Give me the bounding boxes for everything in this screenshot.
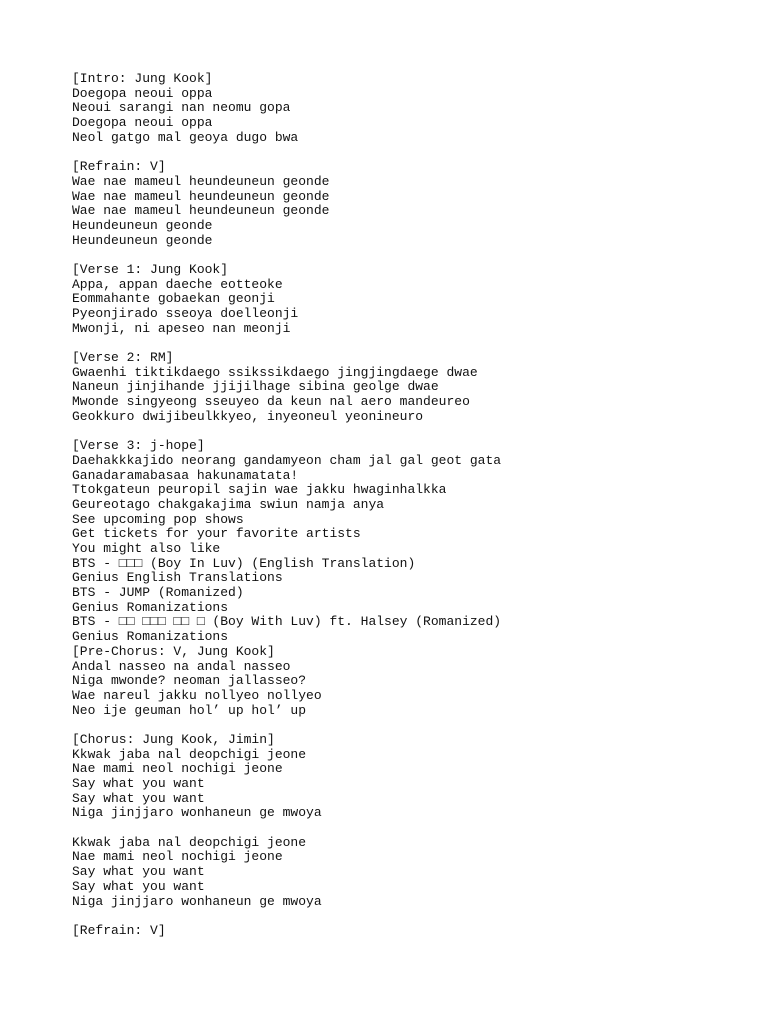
section-heading: [Verse 3: j-hope] [72, 438, 205, 454]
lyric-line: Pyeonjirado sseoya doelleonji [72, 306, 299, 321]
section-heading: [Intro: Jung Kook] [72, 71, 213, 86]
lyric-line: Mwonji, ni apeseo nan meonji [72, 320, 291, 336]
lyrics-section-verse-1 [72, 263, 752, 336]
lyric-line: Wae nae mameul heundeuneun geonde [72, 203, 330, 219]
recommendation-source: Genius Romanizations [72, 629, 229, 645]
lyric-line: Gwaenhi tiktikdaego ssikssikdaego jingjingdaege dwae [72, 364, 478, 380]
lyric-line: Appa, appan daeche eotteoke [72, 276, 283, 292]
section-heading: [Refrain: V] [72, 922, 166, 938]
lyric-line: Geokkuro dwijibeulkkyeo, inyeoneul yeonineuro [72, 408, 424, 424]
lyric-line: Niga mwonde? neoman jallasseo? [72, 673, 307, 689]
lyric-line: Say what you want [72, 790, 205, 806]
lyric-line: Kkwak jaba nal deopchigi jeone [72, 746, 307, 762]
lyric-line: Say what you want [72, 776, 205, 791]
section-heading: [Verse 1: Jung Kook] [72, 261, 229, 277]
lyric-line: Daehakkkajido neorang gandamyeon cham jal gal geot gata [72, 452, 502, 468]
lyric-line: Heundeuneun geonde [72, 217, 213, 233]
lyric-line: Wae nae mameul heundeuneun geonde [72, 188, 330, 204]
lyric-line: Neo ije geuman hol’ up hol’ up [72, 702, 307, 718]
lyric-line: Ganadaramabasaa hakunamatata! [72, 467, 299, 483]
lyrics-section-verse-2 [72, 351, 752, 424]
lyric-line: Neol gatgo mal geoya dugo bwa [72, 129, 299, 145]
lyric-line: Doegopa neoui oppa [72, 85, 213, 101]
lyrics-section-chorus-repeat [72, 836, 752, 909]
recommendation-source: Genius Romanizations [72, 599, 229, 615]
lyrics-section-refrain-repeat [72, 924, 752, 939]
section-heading: [Refrain: V] [72, 159, 166, 175]
lyric-line: Nae mami neol nochigi jeone [72, 761, 283, 777]
upcoming-shows-text: See upcoming pop shows [72, 511, 244, 527]
recommendation-title: BTS - □□ □□□ □□ □ (Boy With Luv) ft. Halsey (Romanized) [72, 614, 502, 630]
lyrics-section-chorus [72, 733, 752, 821]
lyric-line: Geureotago chakgakajima swiun namja anya [72, 496, 385, 512]
lyrics-section-intro [72, 72, 752, 145]
lyrics-section-refrain [72, 160, 752, 248]
recommendation-title: BTS - JUMP (Romanized) [72, 585, 244, 601]
lyric-line: Niga jinjjaro wonhaneun ge mwoya [72, 893, 322, 909]
lyric-line: Kkwak jaba nal deopchigi jeone [72, 834, 307, 850]
recommendations-heading: You might also like [72, 541, 221, 556]
lyrics-section-verse-3 [72, 439, 752, 718]
lyric-line: Mwonde singyeong sseuyeo da keun nal aero mandeureo [72, 394, 470, 410]
lyric-line: Heundeuneun geonde [72, 232, 213, 248]
lyric-line: Andal nasseo na andal nasseo [72, 658, 291, 674]
recommendation-title: BTS - □□□ (Boy In Luv) (English Translation) [72, 555, 416, 571]
section-heading: [Pre-Chorus: V, Jung Kook] [72, 643, 275, 659]
tickets-text: Get tickets for your favorite artists [72, 526, 361, 542]
section-heading: [Chorus: Jung Kook, Jimin] [72, 731, 275, 747]
section-heading: [Verse 2: RM] [72, 350, 174, 366]
lyrics-document [72, 72, 752, 953]
lyric-line: Ttokgateun peuropil sajin wae jakku hwaginhalkka [72, 482, 447, 498]
lyric-line: Say what you want [72, 878, 205, 894]
lyric-line: Wae nareul jakku nollyeo nollyeo [72, 687, 322, 703]
lyric-line: Neoui sarangi nan neomu gopa [72, 100, 291, 116]
lyric-line: Eommahante gobaekan geonji [72, 291, 275, 307]
lyric-line: Wae nae mameul heundeuneun geonde [72, 173, 330, 189]
lyric-line: Say what you want [72, 864, 205, 880]
recommendation-source: Genius English Translations [72, 570, 283, 586]
lyric-line: Nae mami neol nochigi jeone [72, 849, 283, 865]
lyric-line: Naneun jinjihande jjijilhage sibina geolge dwae [72, 379, 439, 395]
lyric-line: Niga jinjjaro wonhaneun ge mwoya [72, 805, 322, 821]
lyric-line: Doegopa neoui oppa [72, 115, 213, 131]
